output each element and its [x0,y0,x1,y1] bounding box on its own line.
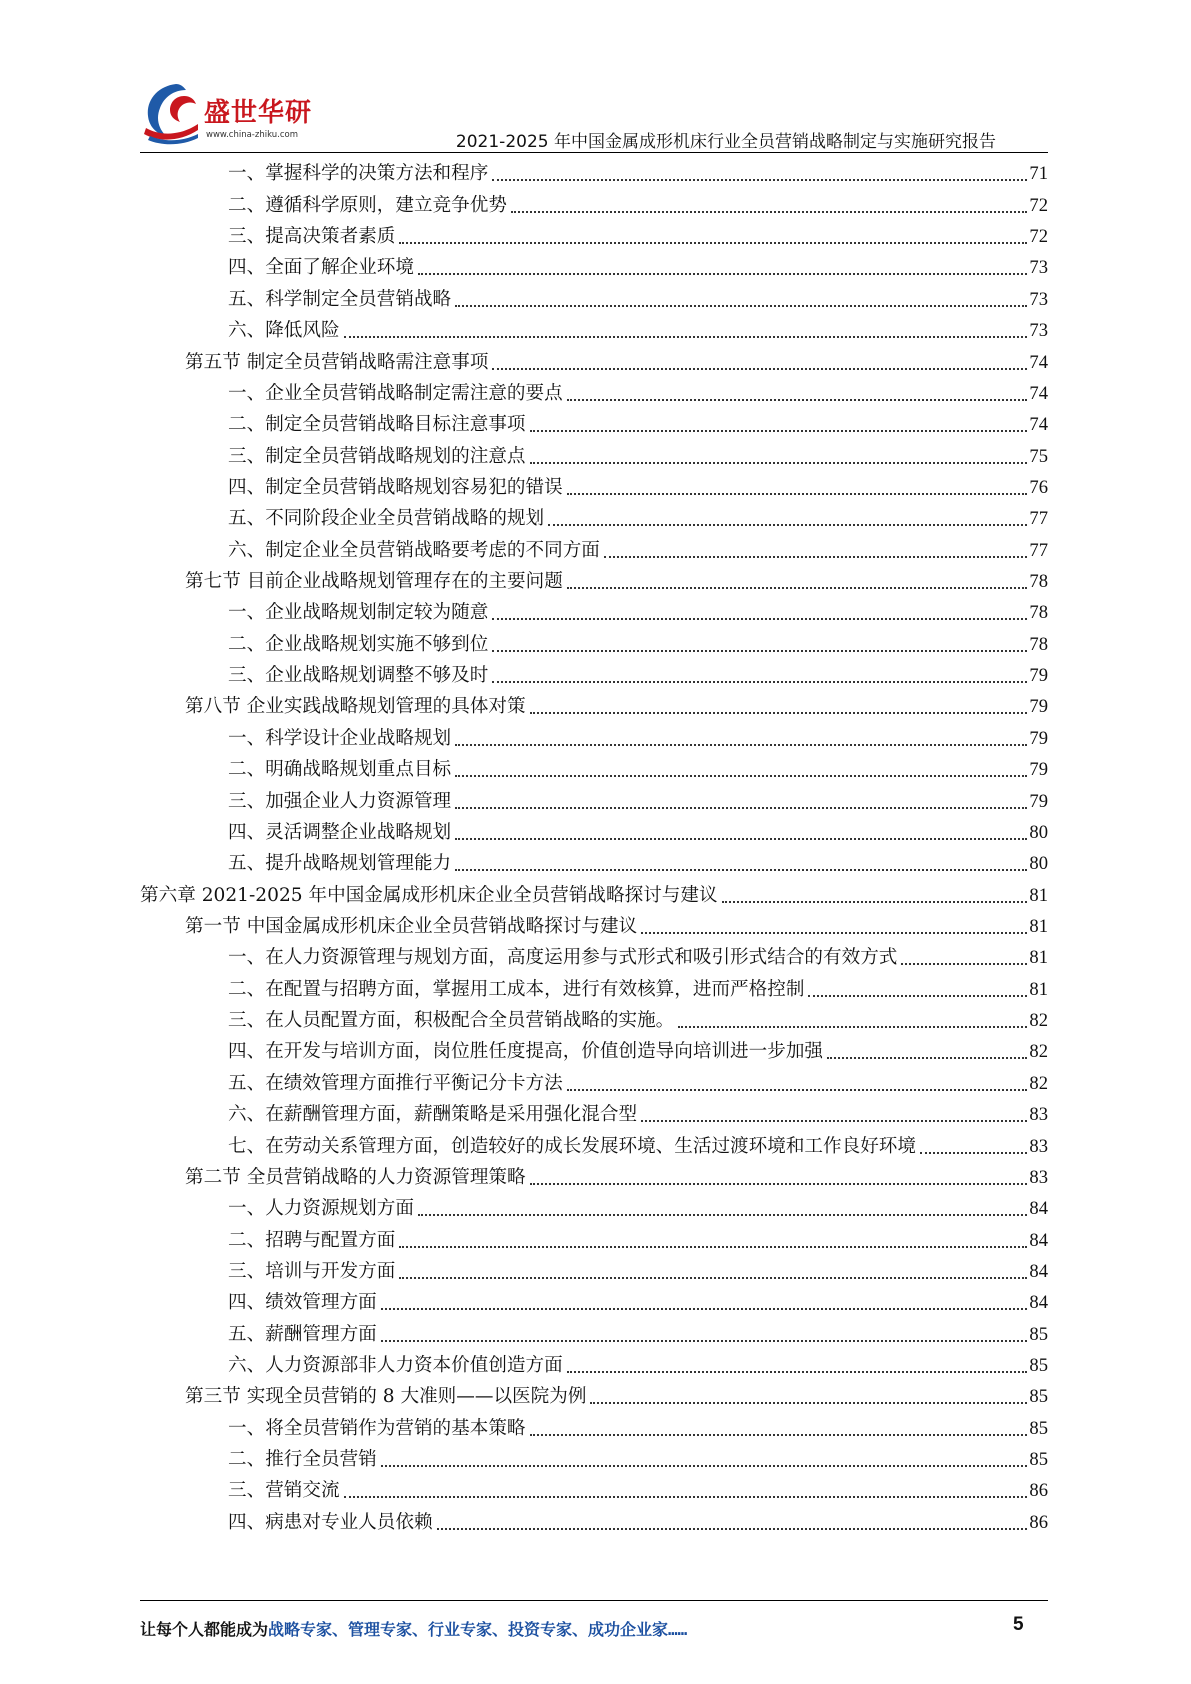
toc-entry-page: 79 [1029,696,1048,718]
toc-leader-dots [530,711,1028,714]
toc-entry[interactable] [140,1257,1048,1288]
toc-entry-page: 79 [1029,759,1048,781]
toc-entry-page: 81 [1029,978,1048,1000]
toc-leader-dots [492,178,1027,181]
toc-leader-dots [344,1495,1028,1498]
toc-entry[interactable] [140,190,1048,221]
toc-entry-page: 77 [1029,508,1048,530]
toc-entry-title: 一、企业战略规划制定较为随意 [228,602,489,624]
toc-leader-dots [492,680,1027,683]
toc-entry[interactable] [140,1351,1048,1382]
toc-entry-page: 76 [1029,476,1048,498]
toc-leader-dots [567,398,1028,401]
toc-entry-page: 72 [1029,226,1048,248]
toc-entry-page: 83 [1029,1166,1048,1188]
toc-entry[interactable] [140,1006,1048,1037]
toc-entry-page: 85 [1029,1355,1048,1377]
toc-entry[interactable] [140,1037,1048,1068]
header-divider [140,152,1048,153]
toc-leader-dots [492,649,1027,652]
toc-entry[interactable] [140,818,1048,849]
toc-entry-page: 83 [1029,1104,1048,1126]
toc-entry-title: 四、全面了解企业环境 [228,257,414,279]
toc-leader-dots [722,900,1028,903]
toc-entry[interactable] [140,629,1048,660]
toc-entry-title: 四、病患对专业人员依赖 [228,1511,433,1533]
toc-entry-page: 75 [1029,445,1048,467]
toc-entry-title: 六、降低风险 [228,320,340,342]
toc-entry-title: 二、在配置与招聘方面，掌握用工成本，进行有效核算，进而严格控制 [228,978,805,1000]
company-logo [140,80,315,148]
toc-entry[interactable] [140,1476,1048,1507]
toc-leader-dots [530,1182,1028,1185]
toc-entry[interactable] [140,723,1048,754]
toc-leader-dots [399,241,1027,244]
toc-entry[interactable] [140,1382,1048,1413]
toc-entry-title: 二、企业战略规划实施不够到位 [228,633,489,655]
toc-entry-title: 三、培训与开发方面 [228,1260,396,1282]
toc-entry-title: 一、科学设计企业战略规划 [228,727,452,749]
toc-entry-page: 86 [1029,1511,1048,1533]
toc-entry-page: 79 [1029,727,1048,749]
toc-entry-page: 84 [1029,1292,1048,1314]
toc-entry[interactable] [140,567,1048,598]
toc-entry-title: 二、招聘与配置方面 [228,1229,396,1251]
toc-entry-title: 第三节 实现全员营销的 8 大准则——以医院为例 [185,1386,587,1408]
toc-entry-title: 五、科学制定全员营销战略 [228,288,452,310]
toc-entry[interactable] [140,880,1048,911]
toc-entry[interactable] [140,535,1048,566]
toc-entry-title: 第二节 全员营销战略的人力资源管理策略 [185,1166,526,1188]
toc-entry[interactable] [140,786,1048,817]
toc-entry[interactable] [140,347,1048,378]
toc-entry[interactable] [140,974,1048,1005]
toc-leader-dots [641,931,1027,934]
toc-entry-page: 78 [1029,633,1048,655]
toc-entry-title: 三、提高决策者素质 [228,226,396,248]
toc-entry-page: 80 [1029,821,1048,843]
toc-entry[interactable] [140,1068,1048,1099]
toc-entry[interactable] [140,912,1048,943]
toc-entry-title: 四、绩效管理方面 [228,1292,377,1314]
toc-entry-title: 六、制定企业全员营销战略要考虑的不同方面 [228,539,600,561]
toc-leader-dots [530,1433,1028,1436]
toc-entry-title: 五、薪酬管理方面 [228,1323,377,1345]
toc-entry-page: 86 [1029,1480,1048,1502]
toc-entry-page: 80 [1029,853,1048,875]
toc-entry[interactable] [140,1288,1048,1319]
toc-leader-dots [530,429,1028,432]
toc-entry-title: 四、灵活调整企业战略规划 [228,821,452,843]
toc-entry[interactable] [140,1163,1048,1194]
toc-leader-dots [344,335,1028,338]
footer-divider [140,1600,1048,1601]
toc-leader-dots [381,1307,1028,1310]
toc-entry[interactable] [140,284,1048,315]
toc-leader-dots [678,1025,1027,1028]
toc-entry-title: 第七节 目前企业战略规划管理存在的主要问题 [185,571,563,593]
toc-entry-page: 73 [1029,257,1048,279]
toc-entry-title: 七、在劳动关系管理方面，创造较好的成长发展环境、生活过渡环境和工作良好环境 [228,1135,916,1157]
toc-entry[interactable] [140,598,1048,629]
brand-name: 盛世华研 [204,98,313,128]
report-title: 2021-2025 年中国金属成形机床行业全员营销战略制定与实施研究报告 [455,132,996,152]
toc-entry-page: 79 [1029,665,1048,687]
toc-entry[interactable] [140,410,1048,441]
toc-entry[interactable] [140,473,1048,504]
toc-entry-page: 73 [1029,288,1048,310]
toc-leader-dots [455,743,1027,746]
toc-leader-dots [604,555,1028,558]
toc-entry-page: 78 [1029,571,1048,593]
toc-leader-dots [567,1370,1028,1373]
toc-leader-dots [492,367,1027,370]
toc-entry-title: 三、营销交流 [228,1480,340,1502]
toc-entry-page: 74 [1029,414,1048,436]
toc-entry-page: 73 [1029,320,1048,342]
toc-leader-dots [418,272,1027,275]
toc-entry-page: 84 [1029,1198,1048,1220]
toc-entry[interactable] [140,316,1048,347]
toc-leader-dots [399,1276,1027,1279]
toc-entry[interactable] [140,253,1048,284]
toc-entry-page: 78 [1029,602,1048,624]
toc-leader-dots [455,837,1027,840]
toc-entry[interactable] [140,1194,1048,1225]
brand-url: www.china-zhiku.com [206,130,298,140]
toc-entry-page: 74 [1029,382,1048,404]
toc-leader-dots [381,1339,1028,1342]
toc-leader-dots [455,304,1027,307]
toc-leader-dots [530,461,1028,464]
toc-entry[interactable] [140,504,1048,535]
toc-leader-dots [492,617,1027,620]
table-of-contents [140,159,1048,1539]
toc-leader-dots [511,210,1027,213]
toc-leader-dots [418,1213,1027,1216]
page-header [140,80,1048,153]
toc-leader-dots [455,806,1027,809]
toc-entry-title: 六、人力资源部非人力资本价值创造方面 [228,1355,563,1377]
toc-entry-title: 一、掌握科学的决策方法和程序 [228,163,489,185]
toc-entry-page: 81 [1029,947,1048,969]
toc-entry[interactable] [140,1319,1048,1350]
toc-entry-title: 二、制定全员营销战略目标注意事项 [228,414,526,436]
toc-entry-title: 第八节 企业实践战略规划管理的具体对策 [185,696,526,718]
toc-leader-dots [920,1151,1027,1154]
toc-leader-dots [381,1464,1028,1467]
toc-leader-dots [437,1527,1028,1530]
page-number: 5 [1013,1614,1024,1635]
toc-entry-title: 二、遵循科学原则，建立竞争优势 [228,194,507,216]
toc-leader-dots [548,523,1027,526]
toc-entry-title: 三、制定全员营销战略规划的注意点 [228,445,526,467]
toc-entry-page: 84 [1029,1229,1048,1251]
toc-entry-title: 二、推行全员营销 [228,1449,377,1471]
toc-entry-page: 85 [1029,1323,1048,1345]
footer-slogan-emphasis: 战略专家、管理专家、行业专家、投资专家、成功企业家…… [268,1620,688,1639]
toc-leader-dots [641,1119,1027,1122]
footer-slogan [140,1617,687,1640]
toc-entry-title: 第一节 中国金属成形机床企业全员营销战略探讨与建议 [185,916,638,937]
toc-entry[interactable] [140,1100,1048,1131]
toc-entry-title: 五、提升战略规划管理能力 [228,853,452,875]
toc-entry-page: 84 [1029,1260,1048,1282]
toc-entry-page: 72 [1029,194,1048,216]
toc-entry-title: 五、在绩效管理方面推行平衡记分卡方法 [228,1072,563,1094]
toc-entry[interactable] [140,1413,1048,1444]
toc-leader-dots [455,774,1027,777]
toc-entry[interactable] [140,1225,1048,1256]
toc-entry[interactable] [140,943,1048,974]
toc-leader-dots [567,492,1028,495]
toc-entry-title: 三、在人员配置方面，积极配合全员营销战略的实施。 [228,1010,675,1032]
toc-entry-page: 74 [1029,351,1048,373]
toc-entry-title: 五、不同阶段企业全员营销战略的规划 [228,508,545,530]
toc-entry-title: 四、制定全员营销战略规划容易犯的错误 [228,476,563,498]
toc-entry[interactable] [140,1131,1048,1162]
toc-entry[interactable] [140,1507,1048,1538]
toc-entry-page: 77 [1029,539,1048,561]
toc-entry[interactable] [140,222,1048,253]
toc-entry-title: 一、企业全员营销战略制定需注意的要点 [228,382,563,404]
toc-entry[interactable] [140,159,1048,190]
toc-entry-title: 一、人力资源规划方面 [228,1198,414,1220]
toc-entry-title: 第五节 制定全员营销战略需注意事项 [185,351,489,373]
toc-entry[interactable] [140,849,1048,880]
toc-entry-page: 85 [1029,1417,1048,1439]
toc-leader-dots [567,1088,1028,1091]
toc-entry-title: 三、企业战略规划调整不够及时 [228,665,489,687]
toc-entry-page: 82 [1029,1072,1048,1094]
toc-entry-page: 82 [1029,1041,1048,1063]
toc-entry-title: 一、在人力资源管理与规划方面，高度运用参与式形式和吸引形式结合的有效方式 [228,947,898,969]
toc-leader-dots [901,962,1027,965]
toc-entry-title: 四、在开发与培训方面，岗位胜任度提高，价值创造导向培训进一步加强 [228,1041,824,1063]
toc-entry-page: 85 [1029,1449,1048,1471]
toc-entry-title: 三、加强企业人力资源管理 [228,790,452,812]
toc-leader-dots [808,994,1027,997]
toc-entry-page: 83 [1029,1135,1048,1157]
toc-entry[interactable] [140,661,1048,692]
toc-entry-page: 81 [1029,884,1048,906]
toc-entry-title: 二、明确战略规划重点目标 [228,759,452,781]
toc-entry[interactable] [140,379,1048,410]
logo-emblem-icon [140,80,210,148]
toc-entry-title: 第六章 2021-2025 年中国金属成形机床企业全员营销战略探讨与建议 [140,884,718,906]
footer-slogan-lead: 让每个人都能成为 [140,1620,269,1639]
toc-entry-page: 79 [1029,790,1048,812]
toc-leader-dots [590,1401,1027,1404]
toc-entry[interactable] [140,441,1048,472]
toc-leader-dots [827,1056,1027,1059]
toc-entry-title: 六、在薪酬管理方面，薪酬策略是采用强化混合型 [228,1104,638,1126]
toc-entry[interactable] [140,692,1048,723]
toc-entry[interactable] [140,1445,1048,1476]
toc-leader-dots [567,586,1028,589]
toc-entry-page: 71 [1029,163,1048,185]
toc-entry-page: 85 [1029,1386,1048,1408]
toc-entry-page: 82 [1029,1010,1048,1032]
toc-entry-title: 一、将全员营销作为营销的基本策略 [228,1417,526,1439]
toc-leader-dots [399,1245,1027,1248]
toc-leader-dots [455,868,1027,871]
toc-entry-page: 81 [1029,916,1048,937]
toc-entry[interactable] [140,755,1048,786]
